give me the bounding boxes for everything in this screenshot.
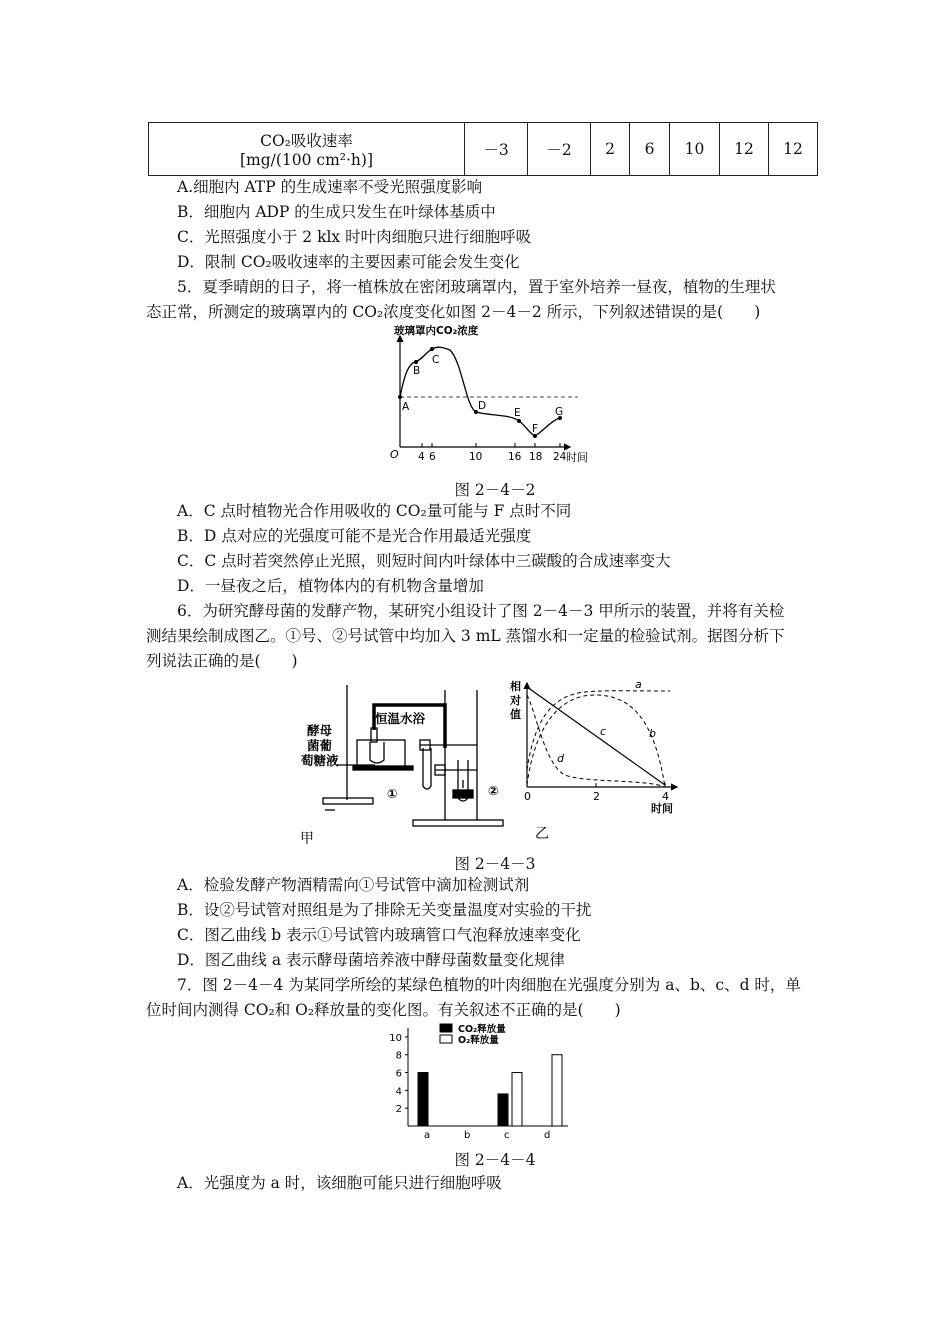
bar [418,1073,428,1126]
question-6-line3: 列说法正确的是( ) [146,652,298,670]
question-7-line2: 位时间内测得 CO₂和 O₂释放量的变化图。有关叙述不正确的是( ) [146,1001,621,1019]
bar [512,1073,522,1126]
tick-label: 24 [553,451,567,463]
curve-d [527,695,665,787]
figure-2-4-3-yi [505,675,690,850]
curve-label: b [649,727,656,740]
question-7-line1: 7．图 2－4－4 为某同学所绘的某绿色植物的叶肉细胞在光强度分别为 a、b、c、d 时，单 [177,976,801,994]
co2-rate-table [148,122,818,176]
table-row [149,123,818,176]
legend-swatch [440,1035,452,1043]
point-label: F [532,423,539,435]
fig242-points [398,347,563,438]
table-cell: 12 [720,123,769,176]
table-cell: 10 [670,123,720,176]
table-cell: －3 [465,123,528,176]
label-jia: 甲 [300,831,314,847]
category-label: b [464,1130,471,1141]
table-cell: 12 [769,123,818,176]
tick-label: 18 [529,451,543,463]
curve-label: a [635,678,642,691]
question-5-line2: 态正常，所测定的玻璃罩内的 CO₂浓度变化如图 2－4－2 所示，下列叙述错误的是( ) [146,303,761,321]
table-header-cell [149,123,465,176]
category-label: a [424,1130,431,1141]
figure-2-4-2 [380,322,610,470]
option-5c: C．C 点时若突然停止光照，则短时间内叶绿体中三碳酸的合成速率变大 [177,552,671,570]
y-tick-label: 4 [395,1086,402,1098]
option-6a: A．检验发酵产物酒精需向①号试管中滴加检测试剂 [177,876,530,894]
caption-2-4-3: 图 2－4－3 [454,855,536,873]
table-cell: －2 [528,123,591,176]
y-tick-label: 2 [395,1104,402,1116]
bar [552,1055,562,1126]
point-label: A [402,401,410,413]
apparatus-liquid-label: 酵母 [307,723,333,738]
option-5a: A．C 点时植物光合作用吸收的 CO₂量可能与 F 点时不同 [177,502,572,520]
option-5d: D．一昼夜之后，植物体内的有机物含量增加 [177,577,484,595]
tick-label: 10 [469,451,483,463]
category-label: c [504,1130,510,1141]
category-label: d [544,1130,551,1141]
option-7a: A．光强度为 a 时，该细胞可能只进行细胞呼吸 [177,1174,502,1192]
figure-2-4-3-jia [295,680,510,850]
apparatus-liquid-label: 萄糖液 [301,753,339,768]
y-tick-label: 8 [395,1050,402,1062]
y-tick-label: 10 [389,1032,402,1044]
point-label: G [555,406,564,418]
tick-label: 4 [418,451,425,463]
tick-label: 2 [593,790,600,803]
y-tick-label: 6 [395,1068,402,1080]
table-header-line2: [mg/(100 cm²·h)] [239,151,374,169]
point-label: E [514,407,521,419]
option-6d: D．图乙曲线 a 表示酵母菌培养液中酵母菌数量变化规律 [177,951,566,969]
table-cell: 2 [591,123,630,176]
option-4c: C．光照强度小于 2 klx 时叶肉细胞只进行细胞呼吸 [177,228,532,246]
question-5-line1: 5．夏季晴朗的日子，将一植株放在密闭玻璃罩内，置于室外培养一昼夜，植物的生理状 [177,278,776,296]
option-5b: B．D 点对应的光强度可能不是光合作用最适光强度 [177,527,532,545]
tube-1-label: ① [387,786,398,801]
legend-swatch [440,1024,452,1032]
question-6-line1: 6．为研究酵母菌的发酵产物，某研究小组设计了图 2－4－3 甲所示的装置，并将有关检 [177,602,785,620]
option-4b: B．细胞内 ADP 的生成只发生在叶绿体基质中 [177,203,496,221]
apparatus-liquid-label: 菌葡 [307,738,333,753]
caption-2-4-2: 图 2－4－2 [454,481,536,499]
fig242-ticks [418,443,567,463]
fig242-xlabel: 时间 [566,451,588,464]
option-4d: D．限制 CO₂吸收速率的主要因素可能会发生变化 [177,253,520,271]
point-label: D [478,400,487,412]
curve-label: d [557,752,564,765]
label-yi: 乙 [535,826,549,842]
caption-2-4-4: 图 2－4－4 [454,1151,536,1169]
apparatus-bath-label: 恒温水浴 [375,711,426,726]
fig242-ylabel: 玻璃罩内CO₂浓度 [394,325,479,337]
tick-label: 16 [508,451,522,463]
curve-label: c [600,725,607,738]
tick-label: 4 [662,790,669,803]
table-cell: 6 [630,123,670,176]
point-label: B [413,365,421,377]
graph-ylabel: 对 [510,694,521,707]
graph-xlabel: 时间 [651,802,673,815]
tick-label: 0 [524,790,531,803]
fig242-origin: O [390,448,399,461]
option-4a: A.细胞内 ATP 的生成速率不受光照强度影响 [177,178,483,196]
bar [498,1094,508,1126]
option-6c: C．图乙曲线 b 表示①号试管内玻璃管口气泡释放速率变化 [177,926,581,944]
graph-ylabel: 相 [510,680,521,693]
question-6-line2: 测结果绘制成图乙。①号、②号试管中均加入 3 mL 蒸馏水和一定量的检验试剂。据图分析下 [146,627,785,645]
tube-2-label: ② [488,783,499,798]
legend-label: CO₂释放量 [458,1024,506,1035]
graph-ylabel: 值 [510,708,521,721]
curve-c [527,687,665,785]
figure-2-4-4-bar-chart [368,1018,578,1143]
table-header-line1: CO₂吸收速率 [260,132,353,150]
option-6b: B．设②号试管对照组是为了排除无关变量温度对实验的干扰 [177,901,592,919]
point-label: C [432,354,440,366]
legend-label: O₂释放量 [458,1035,499,1046]
curve-b [527,695,665,787]
tick-label: 6 [429,451,436,463]
